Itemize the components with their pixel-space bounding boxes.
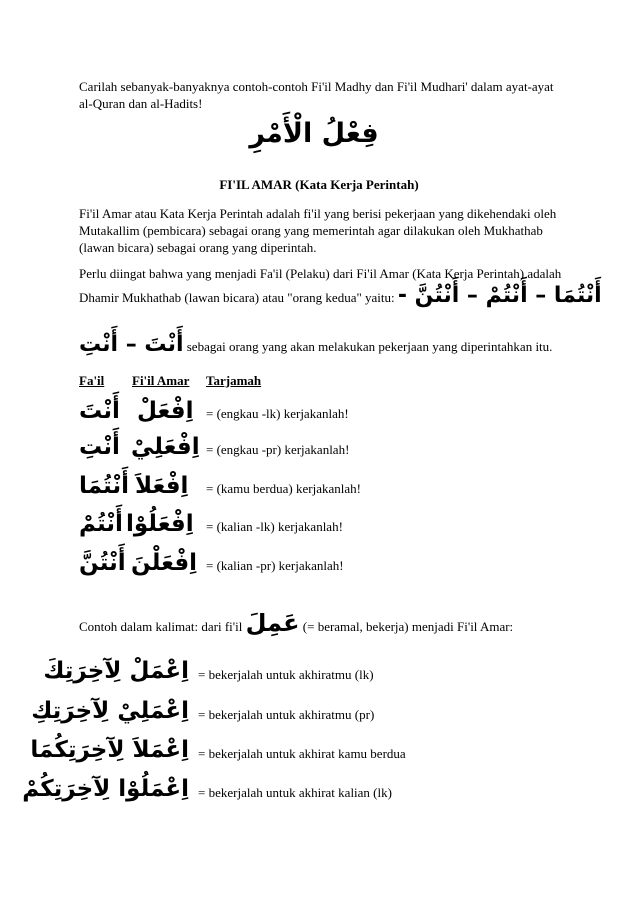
fail-cell: أَنْتُنَّ	[79, 550, 126, 576]
tarjamah-cell: = (engkau -lk) kerjakanlah!	[206, 406, 349, 421]
definition-paragraph: Fi'il Amar atau Kata Kerja Perintah adalah fi'il yang berisi pekerjaan yang dikehendaki oleh Mutakallim (pembicara) sebagai orang yang memerintah agar dilakukan oleh Mukhathab (lawan bicara) sebagai orang yang diperintah.	[79, 206, 557, 255]
fail-cell: أَنْتُمْ	[79, 511, 123, 537]
dhamir-explanation: sebagai orang yang akan melakukan pekerjaan yang diperintahkan itu.	[186, 339, 553, 354]
amar-cell: اِفْعَلاَ	[135, 473, 189, 499]
example-row	[22, 776, 579, 810]
table-row	[79, 398, 499, 434]
example-intro-line	[79, 609, 579, 638]
table-row	[79, 434, 499, 470]
tarjamah-cell: = (kalian -pr) kerjakanlah!	[206, 558, 344, 573]
tarjamah-cell: = (kalian -lk) kerjakanlah!	[206, 519, 343, 534]
example-translation: = bekerjalah untuk akhiratmu (pr)	[198, 707, 375, 722]
header-tarjamah: Tarjamah	[206, 373, 262, 388]
dhamir-line	[79, 283, 602, 311]
amar-cell: اِفْعَلُوْا	[126, 511, 194, 537]
example-translation: = bekerjalah untuk akhirat kamu berdua	[198, 746, 406, 761]
section-subtitle: FI'IL AMAR (Kata Kerja Perintah)	[219, 177, 419, 192]
amar-cell: اِفْعَلِيْ	[131, 434, 200, 460]
example-row	[30, 737, 579, 771]
example-intro-text: Contoh dalam kalimat: dari fi'il	[79, 619, 243, 634]
example-arabic: اِعْمَلاَ لِآخِرَتِكُمَا	[30, 737, 189, 763]
example-intro-meaning: (= beramal, bekerja) menjadi Fi'il Amar:	[302, 619, 514, 634]
intro-paragraph: Carilah sebanyak-banyaknya contoh-contoh Fi'il Madhy dan Fi'il Mudhari' dalam ayat-ayat al-Quran dan al-Hadits!	[79, 79, 554, 111]
dhamir-line-continued	[79, 332, 579, 360]
example-arabic: اِعْمَلْ لِآخِرَتِكَ	[43, 658, 189, 684]
fail-cell: أَنْتُمَا	[79, 473, 129, 499]
table-row	[79, 550, 499, 586]
tarjamah-cell: = (kamu berdua) kerjakanlah!	[206, 481, 361, 496]
dhamir-arabic-continued: أَنْتَ – أَنْتِ	[79, 332, 184, 357]
fail-cell: أَنْتِ	[79, 434, 120, 460]
arabic-title: فِعْلُ الْأَمْرِ	[249, 118, 379, 149]
example-translation: = bekerjalah untuk akhirat kalian (lk)	[198, 785, 392, 800]
table-header	[79, 373, 379, 391]
table-row	[79, 511, 499, 547]
fail-note-paragraph: Perlu diingat bahwa yang menjadi Fa'il (Pelaku) dari Fi'il Amar (Kata Kerja Perintah) adalah	[79, 266, 562, 281]
dhamir-text: Dhamir Mukhathab (lawan bicara) atau "orang kedua" yaitu:	[79, 290, 395, 305]
example-row	[31, 698, 579, 732]
header-fail: Fa'il	[79, 373, 105, 388]
fail-cell: أَنْتَ	[79, 398, 120, 424]
header-fiil-amar: Fi'il Amar	[132, 373, 190, 388]
example-arabic: اِعْمَلُوْا لِآخِرَتِكُمْ	[22, 776, 189, 802]
example-row	[43, 658, 579, 692]
dhamir-arabic: أَنْتُمَا – أَنْتُمْ – أَنْتُنَّ -	[397, 283, 602, 308]
example-root-verb: عَمِلَ	[245, 609, 300, 637]
tarjamah-cell: = (engkau -pr) kerjakanlah!	[206, 442, 350, 457]
table-row	[79, 473, 499, 509]
amar-cell: اِفْعَلْ	[137, 398, 194, 424]
example-translation: = bekerjalah untuk akhiratmu (lk)	[198, 667, 374, 682]
example-arabic: اِعْمَلِيْ لِآخِرَتِكِ	[31, 698, 189, 724]
amar-cell: اِفْعَلْنَ	[131, 550, 198, 576]
